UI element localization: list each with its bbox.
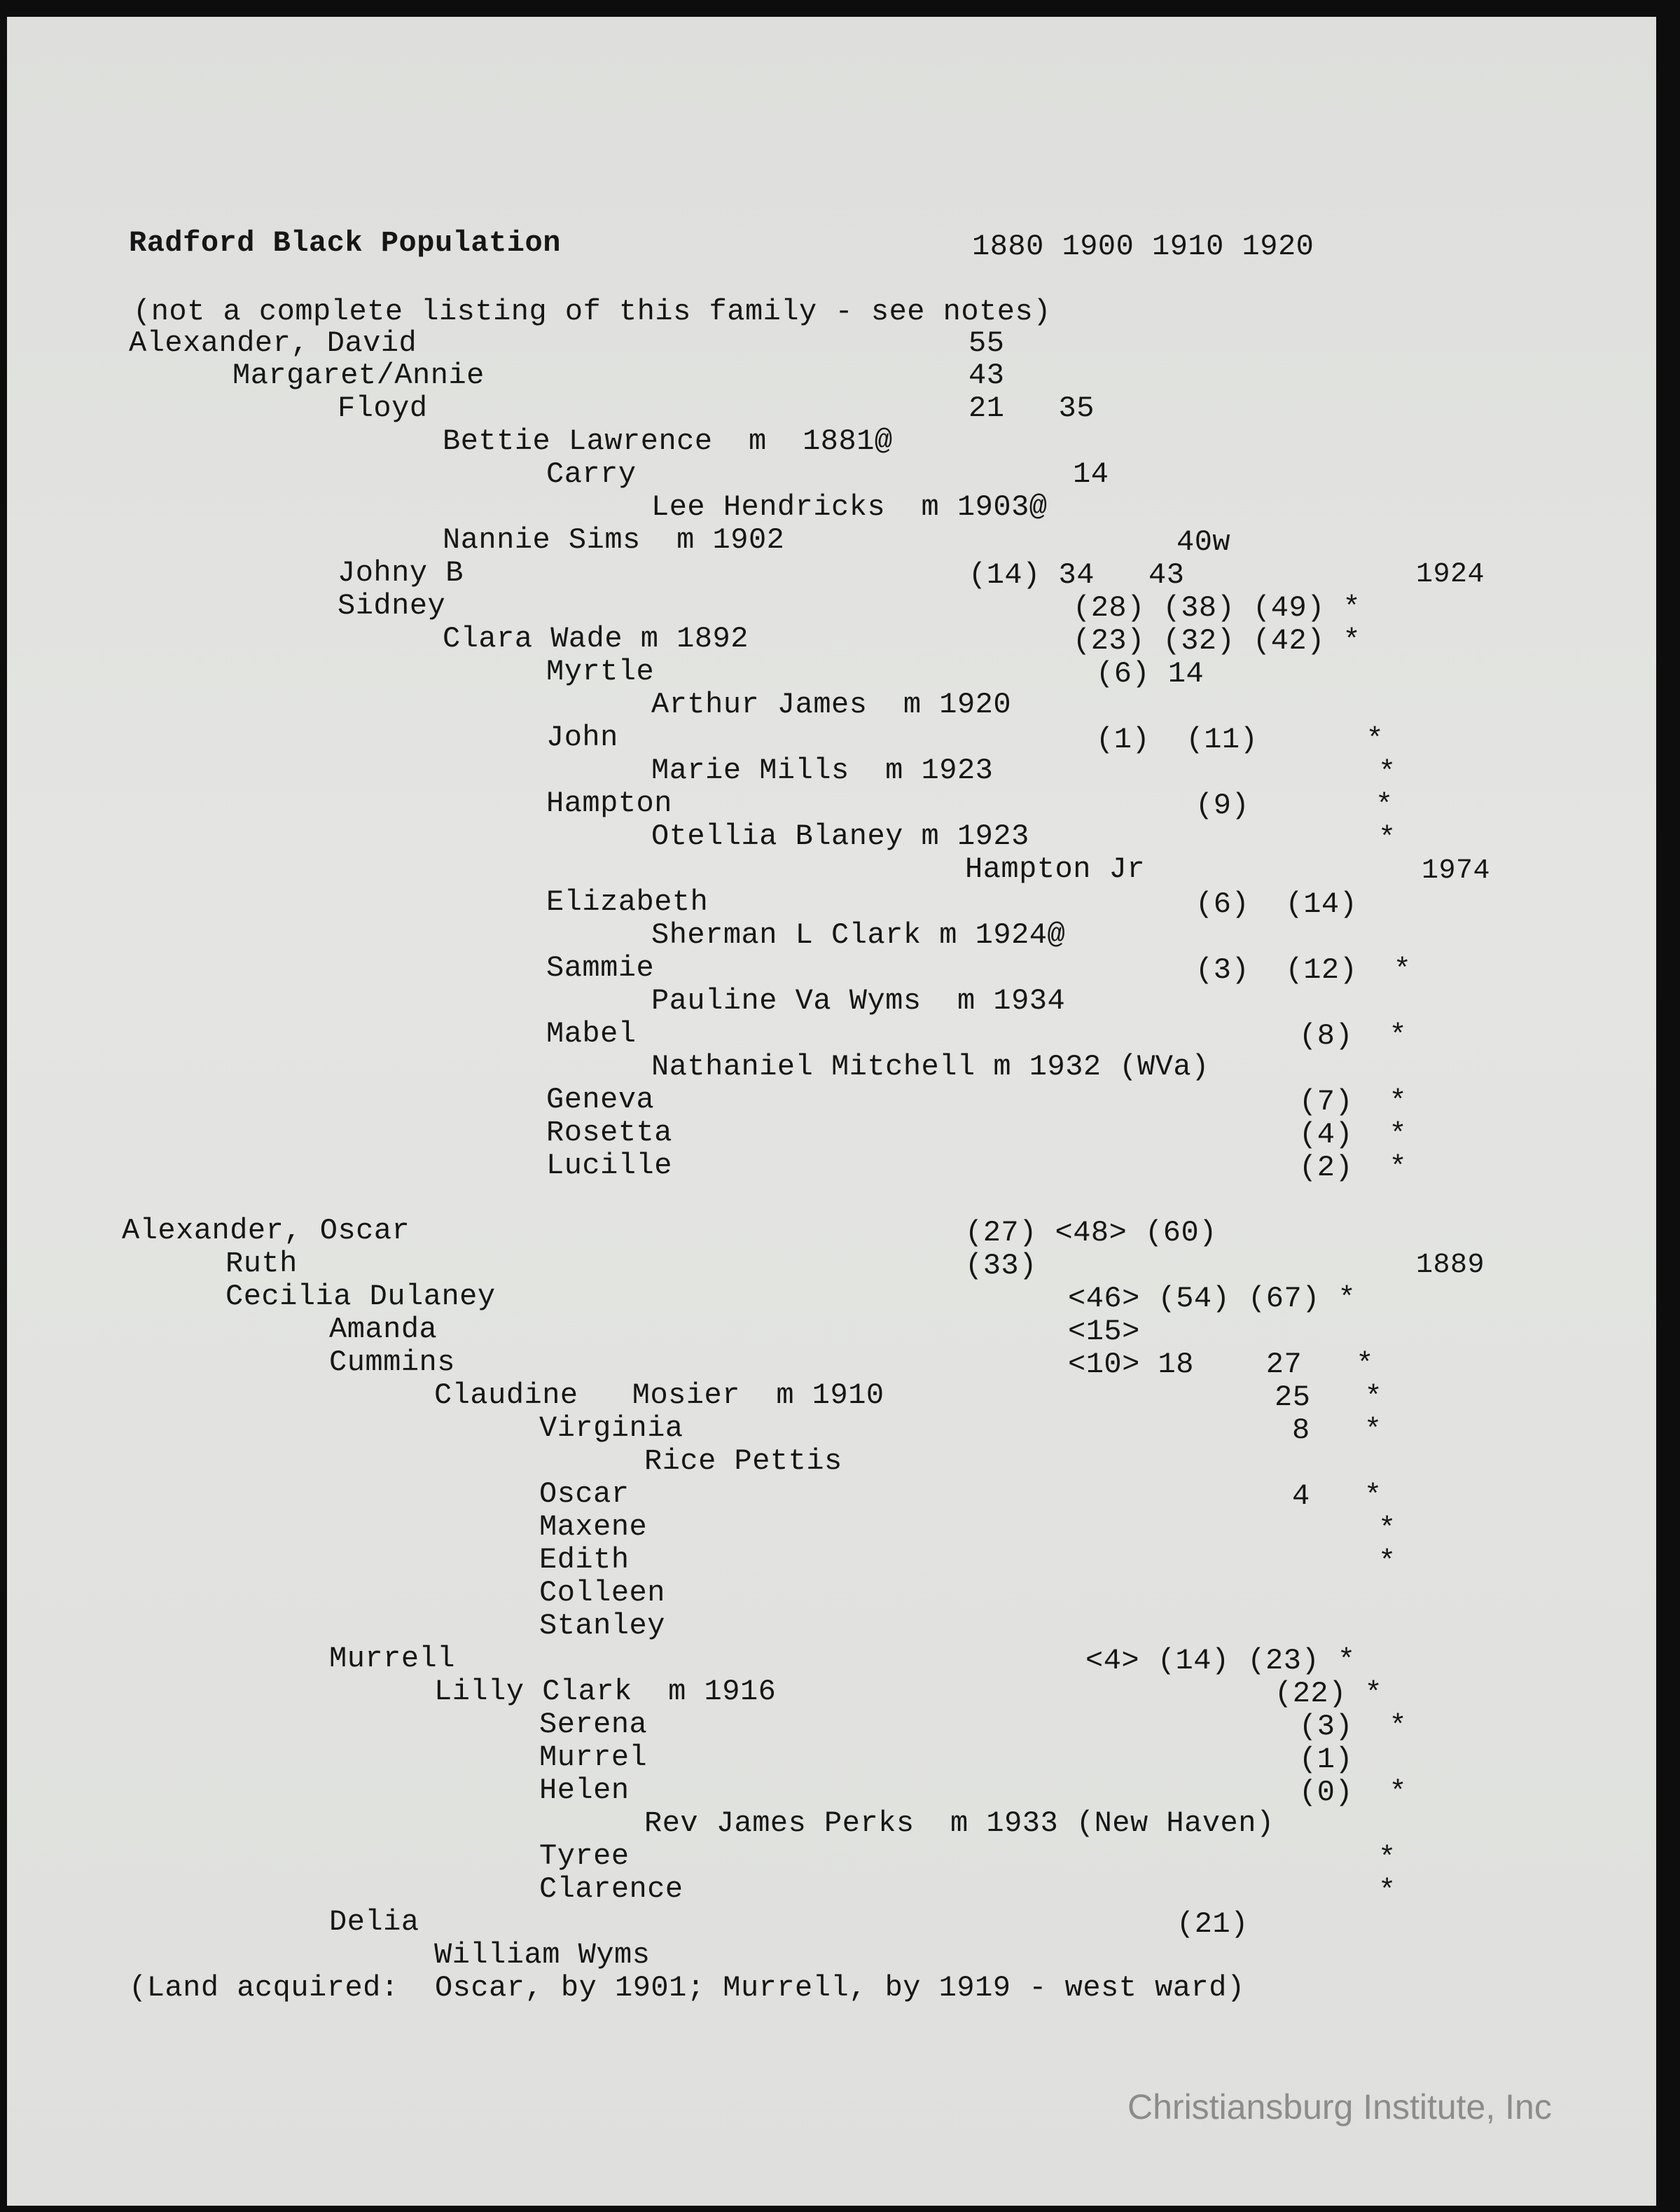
listing-note: (not a complete listing of this family - see notes) [133,295,1051,329]
family-head-name: Alexander, David [129,326,417,360]
person-ages: <4> (14) (23) * [1085,1644,1356,1678]
document-page [7,17,1656,2206]
person-name: Hampton [546,787,672,820]
census-star: * [1378,756,1396,789]
person-year: 1974 [1422,855,1491,887]
person-name: Serena [539,1708,648,1741]
person-name: Rosetta [546,1116,672,1149]
person-ages: (22) * [1275,1677,1383,1710]
person-ages: 25 * [1275,1381,1383,1414]
person-ages: 8 * [1292,1413,1382,1447]
census-star: * [1378,1841,1396,1875]
person-name: Johny B [338,556,464,590]
census-star: * [1378,1545,1396,1579]
marriage-entry: Lilly Clark m 1916 [434,1675,777,1708]
person-name: Sammie [546,951,655,985]
person-name: Carry [546,457,637,491]
family-head-name: Alexander, Oscar [122,1214,410,1247]
person-name: Murrell [329,1642,455,1675]
person-name: Virginia [539,1411,683,1445]
census-star: * [1378,1874,1396,1908]
person-name: Hampton Jr [965,852,1146,886]
person-ages: (8) * [1299,1019,1408,1053]
person-name: Mabel [546,1017,637,1051]
person-ages: (14) 34 43 [969,558,1185,592]
person-year: 1889 [1416,1250,1485,1281]
person-name: Tyree [539,1839,630,1873]
person-ages: 21 35 [969,392,1095,425]
person-ages: (23) (32) (42) * [1073,624,1361,658]
marriage-entry: Nathaniel Mitchell m 1932 (WVa) [651,1050,1209,1084]
person-name: John [546,721,618,754]
person-name: Cummins [329,1346,455,1379]
spouse-name: Ruth [225,1247,298,1280]
person-ages: <15> [1068,1315,1140,1348]
person-name: Helen [539,1774,630,1807]
person-name: Amanda [329,1313,438,1346]
spouse-name: Margaret/Annie [232,359,485,392]
person-year: 1924 [1416,559,1485,590]
person-ages: (2) * [1299,1151,1408,1184]
person-ages: (3) * [1299,1710,1408,1743]
person-ages: (9) * [1195,789,1394,822]
person-name: Elizabeth [546,885,709,919]
person-ages: (1) [1299,1743,1354,1776]
person-ages: (7) * [1299,1085,1408,1119]
person-ages: 40w [1176,525,1231,559]
marriage-entry: Claudine Mosier m 1910 [434,1378,884,1412]
census-years-header: 1880 1900 1910 1920 [972,230,1314,263]
marriage-entry: Rev James Perks m 1933 (New Haven) [644,1806,1275,1840]
person-name: Edith [539,1543,630,1577]
person-name: Geneva [546,1083,655,1117]
person-name: Delia [329,1905,419,1939]
person-name: Lucille [546,1149,672,1182]
person-ages: (4) * [1299,1118,1408,1152]
census-star: * [1378,1512,1396,1546]
person-ages: 14 [1073,457,1109,491]
land-note: (Land acquired: Oscar, by 1901; Murrell, by 1919 - west ward) [129,1971,1245,2005]
person-name: Sidney [338,589,446,623]
marriage-entry: Clara Wade m 1892 [443,622,749,656]
spouse-name: Rice Pettis [644,1444,842,1478]
census-star: * [1378,822,1396,855]
document-title: Radford Black Population [129,226,561,260]
watermark: Christiansburg Institute, Inc [1127,2087,1552,2127]
person-name: Clarence [539,1872,683,1906]
spouse-ages: (33) [965,1249,1037,1283]
person-ages: (28) (38) (49) * [1073,591,1361,625]
marriage-entry: Sherman L Clark m 1924@ [651,918,1066,952]
person-name: Murrel [539,1741,648,1774]
person-ages: <46> (54) (67) * [1068,1282,1356,1315]
marriage-entry: Pauline Va Wyms m 1934 [651,984,1066,1018]
person-ages: (6) (14) [1195,887,1358,921]
person-name: Colleen [539,1576,665,1610]
family-head-ages: (27) <48> (60) [965,1216,1217,1250]
person-ages: (21) [1176,1907,1249,1941]
marriage-entry: Marie Mills m 1923 [651,754,994,787]
person-ages: <10> 18 27 * [1068,1348,1374,1381]
marriage-entry: Lee Hendricks m 1903@ [651,490,1048,524]
marriage-entry: Nannie Sims m 1902 [443,523,785,557]
marriage-entry: Otellia Blaney m 1923 [651,820,1029,853]
marriage-entry: Arthur James m 1920 [651,688,1012,721]
person-ages: 4 * [1292,1479,1382,1513]
person-name: Floyd [338,392,428,425]
spouse-name: William Wyms [434,1938,651,1972]
person-name: Stanley [539,1609,665,1643]
person-ages: (3) (12) * [1195,953,1412,987]
family-head-age: 55 [969,326,1005,360]
spouse-age: 43 [969,359,1005,392]
person-ages: (0) * [1299,1776,1408,1809]
spouse-name: Cecilia Dulaney [225,1280,496,1313]
person-name: Oscar [539,1477,630,1511]
person-ages: (6) 14 [1096,657,1205,691]
person-name: Myrtle [546,655,655,689]
person-ages: (1) (11) * [1096,723,1384,756]
marriage-entry: Bettie Lawrence m 1881@ [443,424,893,458]
person-name: Maxene [539,1510,648,1544]
